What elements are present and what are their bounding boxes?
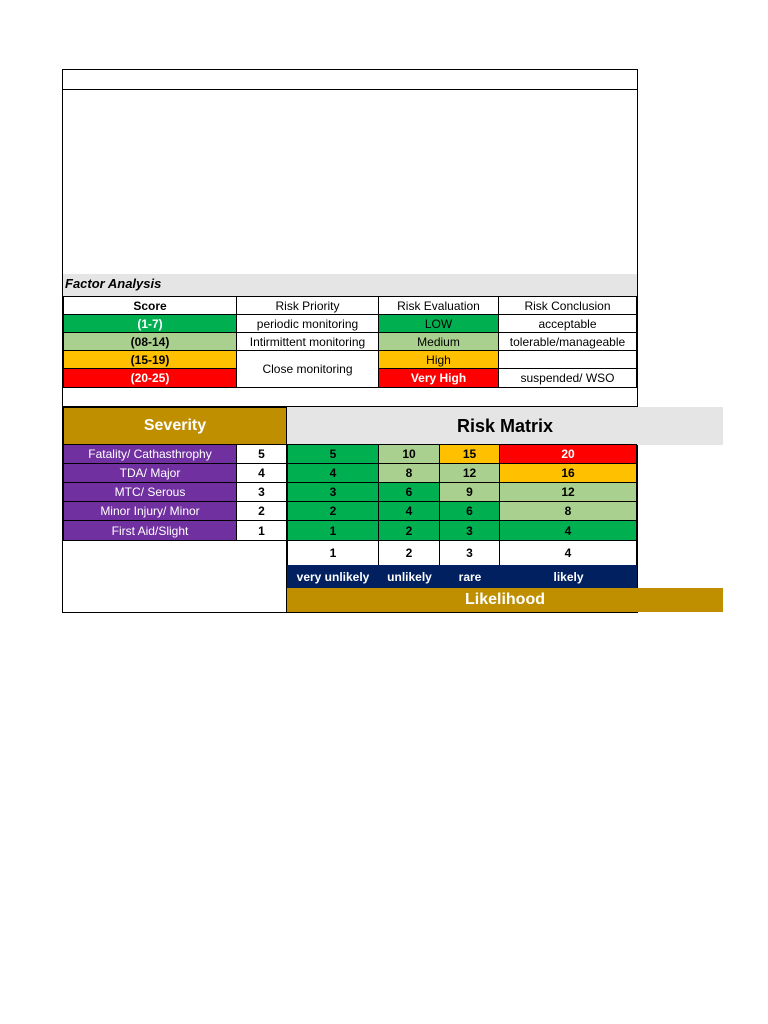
- matrix-cell: 3: [287, 482, 379, 502]
- matrix-cell: 4: [378, 501, 440, 521]
- header-risk-conclusion: Risk Conclusion: [498, 296, 637, 315]
- header-risk-evaluation: Risk Evaluation: [378, 296, 499, 315]
- likelihood-header: Likelihood: [287, 588, 723, 612]
- evaluation-medium: Medium: [378, 332, 499, 351]
- matrix-cell: 16: [499, 463, 637, 483]
- header-score: Score: [63, 296, 237, 315]
- matrix-cell: 2: [378, 520, 440, 541]
- evaluation-high: High: [378, 350, 499, 369]
- severity-label-3: MTC/ Serous: [63, 482, 237, 502]
- evaluation-low: LOW: [378, 314, 499, 333]
- matrix-cell: 4: [287, 463, 379, 483]
- conclusion-blank: [498, 350, 637, 369]
- evaluation-very-high: Very High: [378, 368, 499, 388]
- score-very-high: (20-25): [63, 368, 237, 388]
- matrix-cell: 15: [439, 444, 500, 464]
- likelihood-label-unlikely: unlikely: [379, 565, 440, 588]
- score-medium: (08-14): [63, 332, 237, 351]
- likelihood-score-2: 2: [378, 540, 440, 566]
- matrix-cell: 9: [439, 482, 500, 502]
- likelihood-score-1: 1: [287, 540, 379, 566]
- priority-periodic: periodic monitoring: [236, 314, 379, 333]
- score-low: (1-7): [63, 314, 237, 333]
- matrix-cell: 6: [439, 501, 500, 521]
- matrix-cell: 10: [378, 444, 440, 464]
- likelihood-score-4: 4: [499, 540, 637, 566]
- risk-matrix-title: Risk Matrix: [287, 407, 723, 445]
- severity-label-4: TDA/ Major: [63, 463, 237, 483]
- severity-header: Severity: [63, 407, 287, 445]
- matrix-cell: 4: [499, 520, 637, 541]
- matrix-cell: 8: [378, 463, 440, 483]
- severity-score-2: 2: [236, 501, 287, 521]
- matrix-left-divider: [286, 540, 287, 613]
- factor-analysis-title: Factor Analysis: [65, 276, 162, 291]
- matrix-cell: 6: [378, 482, 440, 502]
- severity-label-1: First Aid/Slight: [63, 520, 237, 541]
- likelihood-score-3: 3: [439, 540, 500, 566]
- matrix-cell: 20: [499, 444, 637, 464]
- matrix-cell: 12: [499, 482, 637, 502]
- matrix-cell: 5: [287, 444, 379, 464]
- header-risk-priority: Risk Priority: [236, 296, 379, 315]
- severity-score-1: 1: [236, 520, 287, 541]
- severity-score-5: 5: [236, 444, 287, 464]
- header-divider: [62, 89, 638, 90]
- severity-score-4: 4: [236, 463, 287, 483]
- conclusion-tolerable: tolerable/manageable: [498, 332, 637, 351]
- matrix-cell: 12: [439, 463, 500, 483]
- severity-label-2: Minor Injury/ Minor: [63, 501, 237, 521]
- severity-label-5: Fatality/ Cathasthrophy: [63, 444, 237, 464]
- likelihood-label-very-unlikely: very unlikely: [287, 565, 379, 588]
- priority-intermittent: Intirmittent monitoring: [236, 332, 379, 351]
- matrix-cell: 8: [499, 501, 637, 521]
- score-high: (15-19): [63, 350, 237, 369]
- matrix-cell: 1: [287, 520, 379, 541]
- conclusion-acceptable: acceptable: [498, 314, 637, 333]
- matrix-cell: 3: [439, 520, 500, 541]
- likelihood-label-rare: rare: [440, 565, 500, 588]
- matrix-cell: 2: [287, 501, 379, 521]
- likelihood-label-likely: likely: [500, 565, 637, 588]
- conclusion-suspended: suspended/ WSO: [498, 368, 637, 388]
- severity-score-3: 3: [236, 482, 287, 502]
- priority-close-monitoring: Close monitoring: [236, 350, 379, 388]
